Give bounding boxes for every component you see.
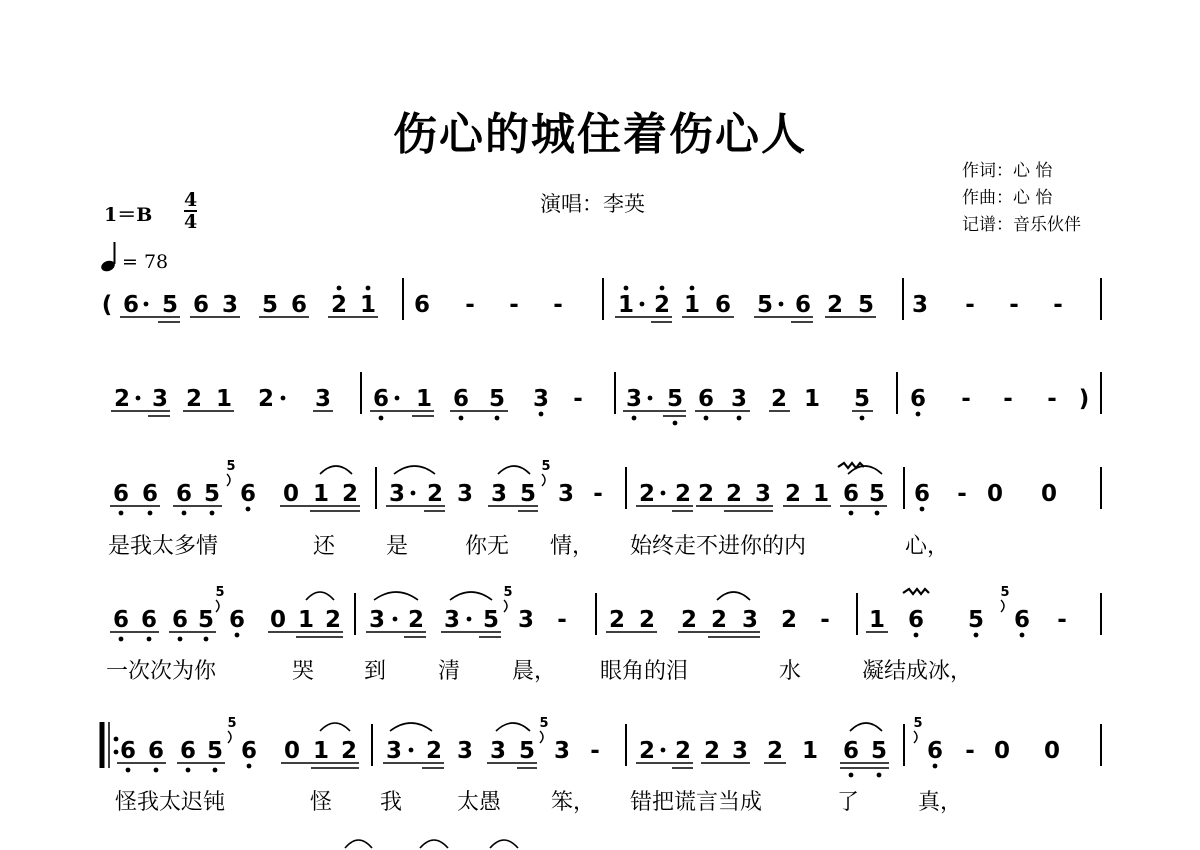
note: 6 [290,292,308,318]
lyric: 情， [550,534,595,559]
lyric: 清 [437,659,461,684]
lyric: 你无 [465,534,510,559]
low-octave-dot [204,637,209,642]
note: 2 [608,607,626,633]
note: 6 [175,481,193,507]
note: 2 [341,481,359,507]
note: 3 [731,738,749,764]
note: 6 [907,607,925,633]
note: 3 [754,481,772,507]
grace-slur [504,600,507,612]
note: 2 [725,481,743,507]
note: 6 [239,481,257,507]
dash: - [965,738,975,764]
note: 1 [868,607,886,633]
composer-credit: 作曲：心 怡 [962,188,1053,208]
note: 6 [119,738,137,764]
augmentation-dot [467,617,472,622]
dash: - [465,292,475,318]
note: 2 [185,386,203,412]
high-octave-dot [366,286,371,291]
note: 1 [801,738,819,764]
note: 2 [638,738,656,764]
slur [374,592,418,600]
note: 2 [324,607,342,633]
note: 5 [488,386,506,412]
time-signature-top: 4 [184,189,198,211]
repeat-dot [114,750,119,755]
note: 6 [452,386,470,412]
low-octave-dot [154,768,159,773]
augmentation-dot [144,302,149,307]
lyric: 怪 [309,790,333,815]
note: 5 [666,386,684,412]
slur [496,723,530,731]
low-octave-dot [737,416,742,421]
lyric: 是 [385,534,409,559]
low-octave-dot [182,511,187,516]
note: 5 [203,481,221,507]
high-octave-dot [690,286,695,291]
lyric: 始终走不进你的内 [630,534,807,559]
dash: - [553,292,563,318]
dash: - [820,607,830,633]
grace-note: 5 [226,459,236,474]
note: 6 [112,607,130,633]
note: 2 [674,481,692,507]
note: 1 [415,386,433,412]
dash: - [1047,386,1057,412]
dash: - [593,481,603,507]
note: 2 [330,292,348,318]
time-signature-bottom: 4 [184,211,198,233]
note: 3 [490,481,508,507]
slur [320,723,350,731]
slur [420,840,448,848]
note: 1 [812,481,830,507]
grace-note: 5 [503,585,513,600]
high-octave-dot [337,286,342,291]
high-octave-dot [624,286,629,291]
note: 3 [489,738,507,764]
grace-slur [227,474,230,486]
note: 2 [426,481,444,507]
note: 5 [482,607,500,633]
slur [717,592,750,600]
note: 0 [269,607,287,633]
note: 1 [803,386,821,412]
slur [394,466,435,474]
note: 3 [553,738,571,764]
note: 5 [519,481,537,507]
note: 6 [112,481,130,507]
note: 2 [638,607,656,633]
note: 3 [388,481,406,507]
low-octave-dot [186,768,191,773]
low-octave-dot [875,511,880,516]
dash: - [961,386,971,412]
low-octave-dot [148,511,153,516]
note: 5 [161,292,179,318]
augmentation-dot [661,491,666,496]
lyric: 晨， [512,659,557,684]
low-octave-dot [247,764,252,769]
grace-slur [228,731,231,743]
note: 2 [674,738,692,764]
slur [306,592,334,600]
lyric: 怪我太迟钝 [115,790,226,815]
note: 5 [853,386,871,412]
lyric: 笨， [551,790,596,815]
augmentation-dot [648,396,653,401]
note: 6 [794,292,812,318]
note: 5 [206,738,224,764]
low-octave-dot [119,637,124,642]
slur [490,840,518,848]
augmentation-dot [395,396,400,401]
dash: - [1053,292,1063,318]
low-octave-dot [920,507,925,512]
lyric: 心， [905,534,950,559]
grace-slur [216,600,219,612]
augmentation-dot [640,302,645,307]
note: 3 [221,292,239,318]
note: 3 [625,386,643,412]
low-octave-dot [126,768,131,773]
dash: - [573,386,583,412]
grace-slur [540,731,543,743]
grace-note: 5 [541,459,551,474]
note: 1 [215,386,233,412]
low-octave-dot [1020,633,1025,638]
augmentation-dot [281,396,286,401]
note: 3 [385,738,403,764]
note: 5 [857,292,875,318]
lyric: 水 [778,659,802,684]
lyricist-credit: 作词：心 怡 [962,161,1053,181]
note: 6 [122,292,140,318]
note: 3 [911,292,929,318]
low-octave-dot [849,773,854,778]
note: 0 [1040,481,1058,507]
note: 6 [842,481,860,507]
bracket-close: ) [1078,386,1090,412]
grace-note: 5 [539,716,549,731]
note: 0 [283,738,301,764]
note: 3 [151,386,169,412]
note: 2 [826,292,844,318]
low-octave-dot [860,416,865,421]
high-octave-dot [660,286,665,291]
lyric: 真， [918,790,963,815]
tempo-value: = 78 [122,251,169,273]
note: 2 [710,607,728,633]
note: 2 [425,738,443,764]
note: 2 [257,386,275,412]
low-octave-dot [632,416,637,421]
note: 6 [913,481,931,507]
note: 2 [653,292,671,318]
note: 3 [517,607,535,633]
note: 2 [407,607,425,633]
slur [850,723,882,731]
low-octave-dot [933,764,938,769]
low-octave-dot [539,412,544,417]
slur [320,466,352,474]
lyric: 我 [379,790,403,815]
grace-note: 5 [215,585,225,600]
note: 6 [140,607,158,633]
note: 6 [1013,607,1031,633]
note: 0 [1043,738,1061,764]
note: 1 [359,292,377,318]
low-octave-dot [235,633,240,638]
dash: - [557,607,567,633]
lyric: 哭 [291,659,315,684]
slur [390,723,432,731]
note: 6 [842,738,860,764]
transcriber-credit: 记谱：音乐伙伴 [962,215,1081,235]
low-octave-dot [246,507,251,512]
note: 3 [314,386,332,412]
grace-slur [914,731,917,743]
note: 6 [413,292,431,318]
low-octave-dot [119,511,124,516]
note: 6 [240,738,258,764]
note: 3 [368,607,386,633]
note: 0 [986,481,1004,507]
note: 6 [372,386,390,412]
note: 1 [683,292,701,318]
dash: - [957,481,967,507]
note: 6 [228,607,246,633]
lyric: 一次次为你 [106,659,217,684]
slur [848,466,882,474]
note: 1 [297,607,315,633]
lyric: 凝结成冰， [862,659,973,684]
low-octave-dot [178,637,183,642]
note: 5 [518,738,536,764]
low-octave-dot [974,633,979,638]
note: 1 [312,481,330,507]
note: 5 [868,481,886,507]
augmentation-dot [136,396,141,401]
note: 6 [141,481,159,507]
note: 6 [909,386,927,412]
augmentation-dot [411,491,416,496]
note: 3 [456,738,474,764]
note: 2 [770,386,788,412]
slur [450,592,492,600]
grace-note: 5 [913,716,923,731]
note: 2 [680,607,698,633]
note: 2 [638,481,656,507]
note: 6 [926,738,944,764]
lyric: 到 [363,659,387,684]
note: 5 [261,292,279,318]
low-octave-dot [704,416,709,421]
grace-slur [1001,600,1004,612]
slur [345,840,372,848]
note: 2 [703,738,721,764]
repeat-dot [114,737,119,742]
augmentation-dot [661,748,666,753]
augmentation-dot [393,617,398,622]
low-octave-dot [849,511,854,516]
note: 3 [730,386,748,412]
note: 3 [741,607,759,633]
dash: - [1009,292,1019,318]
note: 2 [113,386,131,412]
note: 2 [766,738,784,764]
augmentation-dot [779,302,784,307]
mordent-icon [903,589,929,594]
note: 5 [870,738,888,764]
note: 3 [456,481,474,507]
lyric: 太愚 [457,790,502,815]
note: 0 [993,738,1011,764]
low-octave-dot [459,416,464,421]
lyric: 是我太多情 [108,534,219,559]
lyric: 错把谎言当成 [630,790,763,815]
dash: - [1003,386,1013,412]
low-octave-dot [877,773,882,778]
lyric: 还 [312,534,336,559]
note: 2 [780,607,798,633]
lyric: 眼角的泪 [600,659,689,684]
note: 6 [179,738,197,764]
note: 5 [967,607,985,633]
low-octave-dot [213,768,218,773]
note: 2 [340,738,358,764]
note: 6 [192,292,210,318]
grace-note: 5 [1000,585,1010,600]
note: 3 [532,386,550,412]
low-octave-dot [673,421,678,426]
dash: - [1057,607,1067,633]
slur [498,466,530,474]
note: 0 [282,481,300,507]
note: 2 [784,481,802,507]
note: 6 [171,607,189,633]
note: 5 [197,607,215,633]
low-octave-dot [147,637,152,642]
dash: - [965,292,975,318]
note: 2 [697,481,715,507]
note: 6 [714,292,732,318]
lyric: 了 [836,790,860,815]
note: 6 [147,738,165,764]
low-octave-dot [379,416,384,421]
augmentation-dot [409,748,414,753]
note: 1 [312,738,330,764]
song-title: 伤心的城住着伤心人 [393,109,807,160]
low-octave-dot [914,633,919,638]
singer-credit: 演唱：李英 [540,192,645,216]
dash: - [590,738,600,764]
grace-note: 5 [227,716,237,731]
bracket-open: ( [101,292,113,318]
note: 3 [557,481,575,507]
note: 5 [756,292,774,318]
low-octave-dot [495,416,500,421]
note: 6 [697,386,715,412]
note: 1 [617,292,635,318]
dash: - [509,292,519,318]
note: 3 [443,607,461,633]
key-signature: 1＝B [104,204,153,226]
low-octave-dot [210,511,215,516]
low-octave-dot [916,412,921,417]
grace-slur [542,474,545,486]
